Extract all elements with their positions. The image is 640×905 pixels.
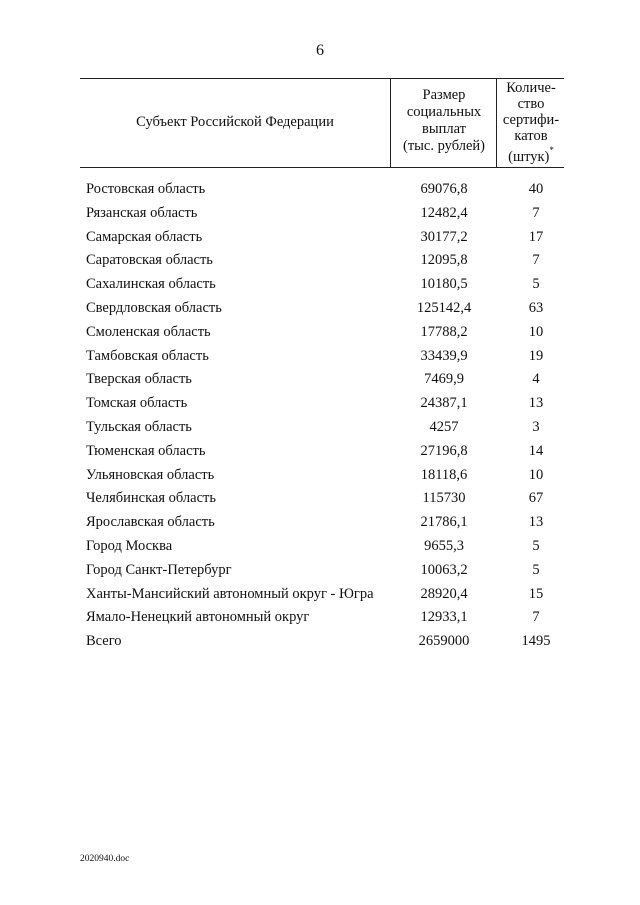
payment-amount: 12482,4 [420,204,468,221]
table-row [0,514,640,538]
table-body [0,181,640,657]
certificate-count: 14 [528,442,544,459]
page-number: 6 [316,42,324,59]
certificate-count: 7 [532,252,540,269]
region-name: Город Санкт-Петербург [86,561,232,578]
region-name: Ярославская область [86,514,215,531]
region-name: Саратовская область [86,252,213,269]
certificate-count: 5 [532,561,540,578]
payment-amount: 33439,9 [420,347,468,364]
region-name: Рязанская область [86,204,198,221]
payment-amount: 2659000 [418,633,470,650]
payment-amount: 12933,1 [420,609,468,626]
certificate-count: 67 [528,490,544,507]
certificate-count: 63 [528,299,544,316]
certificate-count: 4 [532,371,540,388]
region-name: Город Москва [86,537,173,554]
payment-amount: 24387,1 [420,395,468,412]
certificate-count: 1495 [521,633,551,650]
payment-amount: 17788,2 [420,323,468,340]
footnote-mark: * [549,145,554,155]
payment-amount: 115730 [422,490,466,507]
certificate-count: 3 [532,418,540,435]
certificate-count: 19 [528,347,544,364]
region-name: Ульяновская область [86,466,215,483]
table-row [0,490,640,514]
table-row [0,181,640,205]
table-row [0,467,640,491]
payment-amount: 18118,6 [420,466,468,483]
table-row [0,348,640,372]
table-row [0,538,640,562]
payment-amount: 30177,2 [420,228,468,245]
certificate-count: 7 [532,204,540,221]
table-row [0,609,640,633]
column-header-subject: Субъект Российской Федерации [136,114,334,130]
table-row [0,205,640,229]
column-header-count-text: Количе- ство сертифи- катов (штук) [502,80,560,165]
certificate-count: 13 [528,395,544,412]
region-name: Всего [86,633,122,650]
payment-amount: 69076,8 [420,181,468,197]
certificate-count: 5 [532,537,540,554]
region-name: Тамбовская область [86,347,209,364]
region-name: Тверская область [86,371,192,388]
certificate-count: 15 [528,585,544,602]
payment-amount: 7469,9 [424,371,464,388]
header-divider-2 [496,78,497,167]
certificate-count: 5 [532,276,540,293]
region-name: Свердловская область [86,299,222,316]
table-row [0,252,640,276]
table-row [0,371,640,395]
region-name: Сахалинская область [86,276,216,293]
region-name: Тульская область [86,418,192,435]
certificate-count: 13 [528,514,544,531]
region-name: Челябинская область [86,490,216,507]
table-top-rule [80,78,564,79]
payment-amount: 27196,8 [420,442,468,459]
payment-amount: 21786,1 [420,514,468,531]
payment-amount: 125142,4 [416,299,472,316]
table-row [0,324,640,348]
table-row [0,229,640,253]
region-name: Тюменская область [86,442,206,459]
payment-amount: 10180,5 [420,276,468,293]
header-bottom-rule [80,167,564,168]
table-row [0,633,640,657]
footer-filename: 2020940.doc [80,854,130,864]
column-header-count [498,80,564,165]
certificate-count: 7 [532,609,540,626]
region-name: Ямало-Ненецкий автономный округ [86,609,310,626]
region-name: Смоленская область [86,323,211,340]
certificate-count: 10 [528,466,544,483]
region-name: Ханты-Мансийский автономный округ - Югра [86,585,374,602]
table-row [0,562,640,586]
payment-amount: 28920,4 [420,585,468,602]
region-name: Ростовская область [86,181,206,197]
table-row [0,443,640,467]
column-header-amount: Размер социальных выплат (тыс. рублей) [403,87,485,154]
table-row [0,395,640,419]
payment-amount: 12095,8 [420,252,468,269]
payment-amount: 9655,3 [424,537,464,554]
payment-amount: 4257 [429,418,459,435]
payment-amount: 10063,2 [420,561,468,578]
table-row [0,586,640,610]
table-row [0,300,640,324]
region-name: Томская область [86,395,188,412]
header-divider-1 [390,78,391,167]
certificate-count: 10 [528,323,544,340]
certificate-count: 17 [528,228,544,245]
table-row [0,276,640,300]
table-row [0,419,640,443]
region-name: Самарская область [86,228,203,245]
certificate-count: 40 [528,181,544,197]
